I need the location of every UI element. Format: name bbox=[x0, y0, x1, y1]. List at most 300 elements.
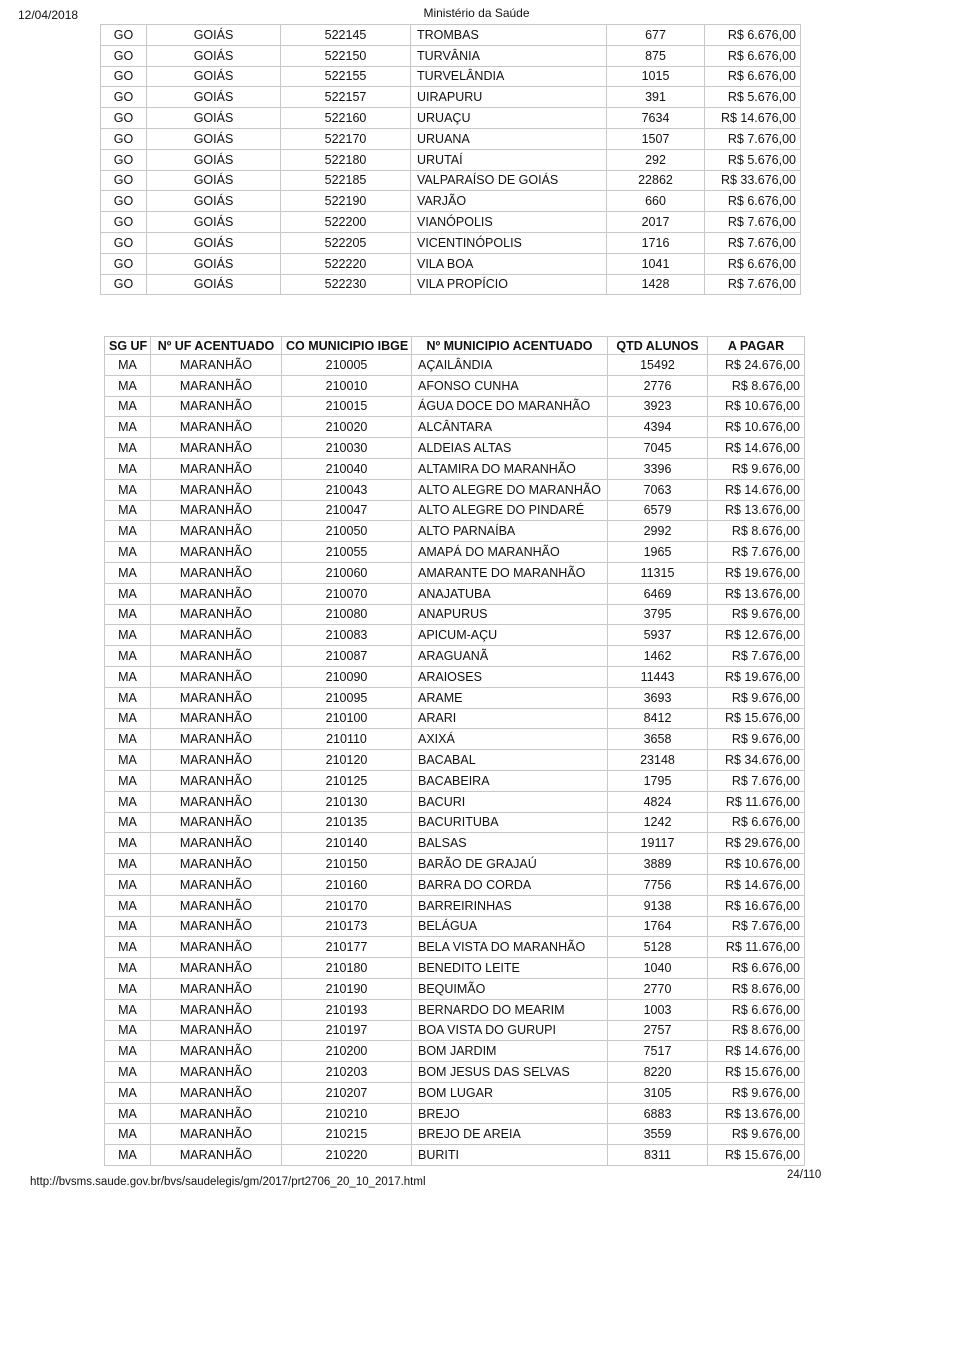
table-row bbox=[105, 687, 805, 708]
page-number: 24/110 bbox=[787, 1169, 822, 1181]
cell-a-pagar: R$ 9.676,00 bbox=[708, 729, 805, 750]
cell-qtd-alunos: 4394 bbox=[608, 417, 708, 438]
cell-ibge-code: 210203 bbox=[282, 1062, 412, 1083]
table-row bbox=[105, 521, 805, 542]
cell-ibge-code: 522205 bbox=[281, 232, 411, 253]
cell-uf: MA bbox=[105, 479, 151, 500]
cell-uf-name: MARANHÃO bbox=[151, 729, 282, 750]
cell-a-pagar: R$ 7.676,00 bbox=[705, 128, 801, 149]
cell-a-pagar: R$ 19.676,00 bbox=[708, 562, 805, 583]
header-qtd-alunos: QTD ALUNOS bbox=[608, 337, 708, 355]
cell-a-pagar: R$ 7.676,00 bbox=[708, 916, 805, 937]
cell-uf: GO bbox=[101, 128, 147, 149]
cell-uf: MA bbox=[105, 666, 151, 687]
cell-qtd-alunos: 1040 bbox=[608, 958, 708, 979]
cell-a-pagar: R$ 9.676,00 bbox=[708, 1082, 805, 1103]
cell-ibge-code: 210135 bbox=[282, 812, 412, 833]
cell-qtd-alunos: 7063 bbox=[608, 479, 708, 500]
table-row bbox=[105, 646, 805, 667]
cell-municipio: ARAIOSES bbox=[412, 666, 608, 687]
cell-uf-name: MARANHÃO bbox=[151, 895, 282, 916]
cell-a-pagar: R$ 6.676,00 bbox=[705, 253, 801, 274]
cell-qtd-alunos: 1003 bbox=[608, 999, 708, 1020]
cell-ibge-code: 210087 bbox=[282, 646, 412, 667]
cell-qtd-alunos: 2776 bbox=[608, 375, 708, 396]
table-row bbox=[101, 108, 801, 129]
cell-a-pagar: R$ 13.676,00 bbox=[708, 500, 805, 521]
table-row bbox=[105, 604, 805, 625]
cell-uf-name: GOIÁS bbox=[147, 274, 281, 295]
cell-uf: MA bbox=[105, 958, 151, 979]
cell-uf-name: GOIÁS bbox=[147, 212, 281, 233]
cell-municipio: ALTO ALEGRE DO MARANHÃO bbox=[412, 479, 608, 500]
cell-uf-name: MARANHÃO bbox=[151, 812, 282, 833]
table-row bbox=[105, 958, 805, 979]
header-a-pagar: A PAGAR bbox=[708, 337, 805, 355]
cell-municipio: ALCÂNTARA bbox=[412, 417, 608, 438]
cell-uf: MA bbox=[105, 500, 151, 521]
cell-uf: MA bbox=[105, 729, 151, 750]
cell-qtd-alunos: 1764 bbox=[608, 916, 708, 937]
print-date: 12/04/2018 bbox=[18, 8, 79, 22]
cell-qtd-alunos: 1462 bbox=[608, 646, 708, 667]
cell-a-pagar: R$ 33.676,00 bbox=[705, 170, 801, 191]
cell-a-pagar: R$ 15.676,00 bbox=[708, 708, 805, 729]
cell-qtd-alunos: 4824 bbox=[608, 791, 708, 812]
cell-uf-name: GOIÁS bbox=[147, 232, 281, 253]
table-row bbox=[105, 542, 805, 563]
cell-qtd-alunos: 3105 bbox=[608, 1082, 708, 1103]
cell-ibge-code: 210173 bbox=[282, 916, 412, 937]
cell-municipio: BREJO DE AREIA bbox=[412, 1124, 608, 1145]
cell-uf: MA bbox=[105, 916, 151, 937]
cell-a-pagar: R$ 14.676,00 bbox=[705, 108, 801, 129]
cell-uf-name: MARANHÃO bbox=[151, 1020, 282, 1041]
cell-municipio: BARÃO DE GRAJAÚ bbox=[412, 854, 608, 875]
cell-ibge-code: 210010 bbox=[282, 375, 412, 396]
cell-uf-name: MARANHÃO bbox=[151, 1041, 282, 1062]
cell-uf: MA bbox=[105, 854, 151, 875]
cell-municipio: ANAJATUBA bbox=[412, 583, 608, 604]
cell-a-pagar: R$ 9.676,00 bbox=[708, 687, 805, 708]
table-row bbox=[101, 128, 801, 149]
cell-uf: MA bbox=[105, 937, 151, 958]
cell-uf: GO bbox=[101, 87, 147, 108]
cell-a-pagar: R$ 15.676,00 bbox=[708, 1062, 805, 1083]
cell-ibge-code: 522157 bbox=[281, 87, 411, 108]
table-row bbox=[105, 916, 805, 937]
cell-ibge-code: 210150 bbox=[282, 854, 412, 875]
cell-uf: MA bbox=[105, 355, 151, 376]
table-row bbox=[101, 253, 801, 274]
cell-uf: MA bbox=[105, 396, 151, 417]
cell-municipio: ARAME bbox=[412, 687, 608, 708]
cell-uf: GO bbox=[101, 25, 147, 46]
cell-a-pagar: R$ 19.676,00 bbox=[708, 666, 805, 687]
cell-ibge-code: 210160 bbox=[282, 874, 412, 895]
cell-municipio: URUAÇU bbox=[411, 108, 607, 129]
cell-uf-name: MARANHÃO bbox=[151, 1145, 282, 1166]
table-row bbox=[105, 1062, 805, 1083]
cell-uf-name: MARANHÃO bbox=[151, 687, 282, 708]
table-row bbox=[105, 479, 805, 500]
cell-a-pagar: R$ 11.676,00 bbox=[708, 937, 805, 958]
cell-a-pagar: R$ 14.676,00 bbox=[708, 438, 805, 459]
cell-ibge-code: 210060 bbox=[282, 562, 412, 583]
cell-uf: MA bbox=[105, 1103, 151, 1124]
cell-qtd-alunos: 1965 bbox=[608, 542, 708, 563]
cell-qtd-alunos: 11315 bbox=[608, 562, 708, 583]
cell-ibge-code: 210180 bbox=[282, 958, 412, 979]
cell-ibge-code: 210110 bbox=[282, 729, 412, 750]
cell-ibge-code: 210020 bbox=[282, 417, 412, 438]
table-row bbox=[105, 375, 805, 396]
cell-a-pagar: R$ 13.676,00 bbox=[708, 1103, 805, 1124]
cell-uf-name: GOIÁS bbox=[147, 66, 281, 87]
cell-municipio: ALTAMIRA DO MARANHÃO bbox=[412, 458, 608, 479]
cell-uf: MA bbox=[105, 999, 151, 1020]
cell-ibge-code: 210080 bbox=[282, 604, 412, 625]
cell-a-pagar: R$ 8.676,00 bbox=[708, 1020, 805, 1041]
cell-ibge-code: 210090 bbox=[282, 666, 412, 687]
cell-ibge-code: 210040 bbox=[282, 458, 412, 479]
cell-uf-name: MARANHÃO bbox=[151, 978, 282, 999]
cell-uf: MA bbox=[105, 1062, 151, 1083]
cell-qtd-alunos: 6883 bbox=[608, 1103, 708, 1124]
cell-ibge-code: 522170 bbox=[281, 128, 411, 149]
cell-uf: MA bbox=[105, 1020, 151, 1041]
cell-uf-name: GOIÁS bbox=[147, 108, 281, 129]
cell-municipio: BENEDITO LEITE bbox=[412, 958, 608, 979]
cell-a-pagar: R$ 7.676,00 bbox=[708, 646, 805, 667]
cell-qtd-alunos: 1716 bbox=[607, 232, 705, 253]
table-row bbox=[105, 729, 805, 750]
cell-municipio: BELA VISTA DO MARANHÃO bbox=[412, 937, 608, 958]
table-row bbox=[101, 25, 801, 46]
cell-qtd-alunos: 1041 bbox=[607, 253, 705, 274]
table-row bbox=[101, 212, 801, 233]
cell-municipio: URUTAÍ bbox=[411, 149, 607, 170]
table-row bbox=[105, 417, 805, 438]
cell-a-pagar: R$ 7.676,00 bbox=[705, 212, 801, 233]
cell-municipio: ALTO PARNAÍBA bbox=[412, 521, 608, 542]
cell-ibge-code: 210125 bbox=[282, 770, 412, 791]
cell-a-pagar: R$ 6.676,00 bbox=[708, 958, 805, 979]
table-row bbox=[105, 438, 805, 459]
cell-uf-name: GOIÁS bbox=[147, 45, 281, 66]
cell-uf: GO bbox=[101, 253, 147, 274]
cell-qtd-alunos: 1242 bbox=[608, 812, 708, 833]
cell-municipio: BACABEIRA bbox=[412, 770, 608, 791]
cell-a-pagar: R$ 11.676,00 bbox=[708, 791, 805, 812]
table-row bbox=[101, 191, 801, 212]
cell-uf: MA bbox=[105, 521, 151, 542]
cell-uf: MA bbox=[105, 625, 151, 646]
cell-qtd-alunos: 1795 bbox=[608, 770, 708, 791]
table-row bbox=[105, 1124, 805, 1145]
cell-uf-name: MARANHÃO bbox=[151, 1062, 282, 1083]
cell-qtd-alunos: 875 bbox=[607, 45, 705, 66]
cell-uf-name: GOIÁS bbox=[147, 87, 281, 108]
cell-uf-name: MARANHÃO bbox=[151, 750, 282, 771]
cell-uf: MA bbox=[105, 417, 151, 438]
cell-uf-name: MARANHÃO bbox=[151, 916, 282, 937]
cell-qtd-alunos: 391 bbox=[607, 87, 705, 108]
cell-uf-name: MARANHÃO bbox=[151, 1103, 282, 1124]
cell-a-pagar: R$ 34.676,00 bbox=[708, 750, 805, 771]
cell-a-pagar: R$ 7.676,00 bbox=[708, 542, 805, 563]
cell-a-pagar: R$ 7.676,00 bbox=[705, 232, 801, 253]
cell-municipio: AMARANTE DO MARANHÃO bbox=[412, 562, 608, 583]
cell-uf: MA bbox=[105, 458, 151, 479]
cell-qtd-alunos: 7756 bbox=[608, 874, 708, 895]
table-row bbox=[105, 999, 805, 1020]
cell-a-pagar: R$ 5.676,00 bbox=[705, 149, 801, 170]
cell-a-pagar: R$ 29.676,00 bbox=[708, 833, 805, 854]
cell-municipio: AXIXÁ bbox=[412, 729, 608, 750]
cell-ibge-code: 210200 bbox=[282, 1041, 412, 1062]
cell-qtd-alunos: 22862 bbox=[607, 170, 705, 191]
cell-a-pagar: R$ 6.676,00 bbox=[705, 45, 801, 66]
cell-uf-name: MARANHÃO bbox=[151, 458, 282, 479]
cell-a-pagar: R$ 5.676,00 bbox=[705, 87, 801, 108]
table-row bbox=[105, 1020, 805, 1041]
cell-municipio: BREJO bbox=[412, 1103, 608, 1124]
cell-municipio: BERNARDO DO MEARIM bbox=[412, 999, 608, 1020]
cell-qtd-alunos: 2757 bbox=[608, 1020, 708, 1041]
cell-municipio: APICUM-AÇU bbox=[412, 625, 608, 646]
cell-municipio: ALTO ALEGRE DO PINDARÉ bbox=[412, 500, 608, 521]
cell-a-pagar: R$ 14.676,00 bbox=[708, 1041, 805, 1062]
cell-ibge-code: 522185 bbox=[281, 170, 411, 191]
cell-uf: GO bbox=[101, 191, 147, 212]
table-row bbox=[105, 854, 805, 875]
cell-municipio: AÇAILÂNDIA bbox=[412, 355, 608, 376]
cell-qtd-alunos: 11443 bbox=[608, 666, 708, 687]
cell-municipio: VIANÓPOLIS bbox=[411, 212, 607, 233]
cell-a-pagar: R$ 14.676,00 bbox=[708, 479, 805, 500]
cell-uf-name: MARANHÃO bbox=[151, 542, 282, 563]
table-row bbox=[105, 1103, 805, 1124]
cell-ibge-code: 210005 bbox=[282, 355, 412, 376]
cell-uf: MA bbox=[105, 812, 151, 833]
cell-municipio: BALSAS bbox=[412, 833, 608, 854]
cell-ibge-code: 522155 bbox=[281, 66, 411, 87]
maranhao-table bbox=[104, 336, 805, 1166]
cell-a-pagar: R$ 6.676,00 bbox=[705, 25, 801, 46]
cell-qtd-alunos: 7045 bbox=[608, 438, 708, 459]
cell-a-pagar: R$ 6.676,00 bbox=[705, 191, 801, 212]
cell-municipio: BELÁGUA bbox=[412, 916, 608, 937]
cell-ibge-code: 210047 bbox=[282, 500, 412, 521]
cell-municipio: BURITI bbox=[412, 1145, 608, 1166]
cell-municipio: AMAPÁ DO MARANHÃO bbox=[412, 542, 608, 563]
cell-uf-name: MARANHÃO bbox=[151, 999, 282, 1020]
cell-uf-name: GOIÁS bbox=[147, 191, 281, 212]
table-row bbox=[105, 770, 805, 791]
table-row bbox=[101, 66, 801, 87]
cell-uf-name: GOIÁS bbox=[147, 170, 281, 191]
cell-ibge-code: 210095 bbox=[282, 687, 412, 708]
cell-uf-name: MARANHÃO bbox=[151, 770, 282, 791]
cell-uf-name: MARANHÃO bbox=[151, 646, 282, 667]
cell-municipio: ÁGUA DOCE DO MARANHÃO bbox=[412, 396, 608, 417]
cell-qtd-alunos: 9138 bbox=[608, 895, 708, 916]
cell-ibge-code: 210170 bbox=[282, 895, 412, 916]
cell-qtd-alunos: 8220 bbox=[608, 1062, 708, 1083]
cell-municipio: BACABAL bbox=[412, 750, 608, 771]
table-row bbox=[105, 1041, 805, 1062]
cell-uf: MA bbox=[105, 1124, 151, 1145]
cell-qtd-alunos: 8311 bbox=[608, 1145, 708, 1166]
cell-ibge-code: 522145 bbox=[281, 25, 411, 46]
cell-uf-name: MARANHÃO bbox=[151, 937, 282, 958]
cell-uf-name: MARANHÃO bbox=[151, 874, 282, 895]
table-row bbox=[105, 708, 805, 729]
cell-uf: MA bbox=[105, 542, 151, 563]
cell-ibge-code: 522230 bbox=[281, 274, 411, 295]
table-row bbox=[101, 232, 801, 253]
maranhao-table-body bbox=[105, 355, 805, 1166]
cell-qtd-alunos: 1015 bbox=[607, 66, 705, 87]
cell-uf: GO bbox=[101, 170, 147, 191]
cell-uf: MA bbox=[105, 583, 151, 604]
cell-uf-name: MARANHÃO bbox=[151, 833, 282, 854]
table-row bbox=[101, 149, 801, 170]
cell-qtd-alunos: 7634 bbox=[607, 108, 705, 129]
cell-ibge-code: 210220 bbox=[282, 1145, 412, 1166]
cell-uf-name: MARANHÃO bbox=[151, 604, 282, 625]
cell-uf: MA bbox=[105, 1082, 151, 1103]
cell-municipio: TURVELÂNDIA bbox=[411, 66, 607, 87]
table-row bbox=[105, 874, 805, 895]
cell-a-pagar: R$ 15.676,00 bbox=[708, 1145, 805, 1166]
cell-ibge-code: 210193 bbox=[282, 999, 412, 1020]
cell-municipio: VILA PROPÍCIO bbox=[411, 274, 607, 295]
cell-ibge-code: 210070 bbox=[282, 583, 412, 604]
cell-qtd-alunos: 6579 bbox=[608, 500, 708, 521]
cell-qtd-alunos: 1428 bbox=[607, 274, 705, 295]
cell-qtd-alunos: 8412 bbox=[608, 708, 708, 729]
cell-municipio: BOM JESUS DAS SELVAS bbox=[412, 1062, 608, 1083]
cell-municipio: BOM LUGAR bbox=[412, 1082, 608, 1103]
cell-ibge-code: 210197 bbox=[282, 1020, 412, 1041]
header-co-municipio: CO MUNICIPIO IBGE bbox=[282, 337, 412, 355]
cell-a-pagar: R$ 10.676,00 bbox=[708, 417, 805, 438]
cell-ibge-code: 522150 bbox=[281, 45, 411, 66]
cell-a-pagar: R$ 7.676,00 bbox=[708, 770, 805, 791]
table-row bbox=[105, 396, 805, 417]
table-row bbox=[105, 1145, 805, 1166]
cell-qtd-alunos: 3693 bbox=[608, 687, 708, 708]
cell-uf-name: MARANHÃO bbox=[151, 417, 282, 438]
cell-uf-name: MARANHÃO bbox=[151, 1124, 282, 1145]
cell-qtd-alunos: 1507 bbox=[607, 128, 705, 149]
cell-qtd-alunos: 3923 bbox=[608, 396, 708, 417]
cell-uf: MA bbox=[105, 833, 151, 854]
table-row bbox=[105, 355, 805, 376]
cell-uf-name: GOIÁS bbox=[147, 253, 281, 274]
cell-ibge-code: 210210 bbox=[282, 1103, 412, 1124]
table-row bbox=[105, 833, 805, 854]
table-row bbox=[105, 1082, 805, 1103]
table-row bbox=[101, 87, 801, 108]
cell-municipio: VALPARAÍSO DE GOIÁS bbox=[411, 170, 607, 191]
cell-qtd-alunos: 2992 bbox=[608, 521, 708, 542]
header-sg-uf: SG UF bbox=[105, 337, 151, 355]
cell-municipio: BOA VISTA DO GURUPI bbox=[412, 1020, 608, 1041]
cell-municipio: UIRAPURU bbox=[411, 87, 607, 108]
cell-municipio: TROMBAS bbox=[411, 25, 607, 46]
cell-uf-name: MARANHÃO bbox=[151, 521, 282, 542]
cell-ibge-code: 210177 bbox=[282, 937, 412, 958]
table-row bbox=[101, 170, 801, 191]
cell-uf-name: MARANHÃO bbox=[151, 854, 282, 875]
cell-uf: MA bbox=[105, 770, 151, 791]
cell-ibge-code: 210190 bbox=[282, 978, 412, 999]
cell-qtd-alunos: 23148 bbox=[608, 750, 708, 771]
cell-qtd-alunos: 677 bbox=[607, 25, 705, 46]
cell-qtd-alunos: 3795 bbox=[608, 604, 708, 625]
cell-qtd-alunos: 15492 bbox=[608, 355, 708, 376]
cell-municipio: VILA BOA bbox=[411, 253, 607, 274]
cell-uf-name: MARANHÃO bbox=[151, 479, 282, 500]
cell-uf-name: MARANHÃO bbox=[151, 500, 282, 521]
cell-qtd-alunos: 3396 bbox=[608, 458, 708, 479]
cell-ibge-code: 210215 bbox=[282, 1124, 412, 1145]
cell-a-pagar: R$ 6.676,00 bbox=[708, 999, 805, 1020]
cell-ibge-code: 522190 bbox=[281, 191, 411, 212]
footer-url: http://bvsms.saude.gov.br/bvs/saudelegis/gm/2017/prt2706_20_10_2017.html bbox=[30, 1176, 426, 1188]
cell-municipio: URUANA bbox=[411, 128, 607, 149]
table-row bbox=[105, 791, 805, 812]
cell-qtd-alunos: 2017 bbox=[607, 212, 705, 233]
goias-table-body bbox=[101, 25, 801, 295]
cell-a-pagar: R$ 10.676,00 bbox=[708, 396, 805, 417]
cell-ibge-code: 210120 bbox=[282, 750, 412, 771]
cell-qtd-alunos: 292 bbox=[607, 149, 705, 170]
cell-uf-name: MARANHÃO bbox=[151, 375, 282, 396]
cell-a-pagar: R$ 24.676,00 bbox=[708, 355, 805, 376]
cell-ibge-code: 210130 bbox=[282, 791, 412, 812]
table-row bbox=[105, 750, 805, 771]
cell-ibge-code: 210030 bbox=[282, 438, 412, 459]
cell-uf: MA bbox=[105, 978, 151, 999]
cell-uf: MA bbox=[105, 708, 151, 729]
cell-uf-name: MARANHÃO bbox=[151, 438, 282, 459]
cell-ibge-code: 210055 bbox=[282, 542, 412, 563]
table-row bbox=[105, 562, 805, 583]
cell-uf-name: GOIÁS bbox=[147, 128, 281, 149]
cell-qtd-alunos: 660 bbox=[607, 191, 705, 212]
cell-uf: GO bbox=[101, 66, 147, 87]
table-row bbox=[105, 666, 805, 687]
cell-uf: MA bbox=[105, 646, 151, 667]
header-municipio-acentuado: Nº MUNICIPIO ACENTUADO bbox=[412, 337, 608, 355]
cell-qtd-alunos: 3559 bbox=[608, 1124, 708, 1145]
cell-a-pagar: R$ 6.676,00 bbox=[708, 812, 805, 833]
cell-a-pagar: R$ 14.676,00 bbox=[708, 874, 805, 895]
cell-municipio: AFONSO CUNHA bbox=[412, 375, 608, 396]
cell-ibge-code: 210050 bbox=[282, 521, 412, 542]
table-row bbox=[105, 500, 805, 521]
cell-qtd-alunos: 3658 bbox=[608, 729, 708, 750]
cell-municipio: BEQUIMÃO bbox=[412, 978, 608, 999]
cell-municipio: TURVÂNIA bbox=[411, 45, 607, 66]
cell-municipio: ARAGUANÃ bbox=[412, 646, 608, 667]
cell-a-pagar: R$ 7.676,00 bbox=[705, 274, 801, 295]
cell-uf: MA bbox=[105, 895, 151, 916]
